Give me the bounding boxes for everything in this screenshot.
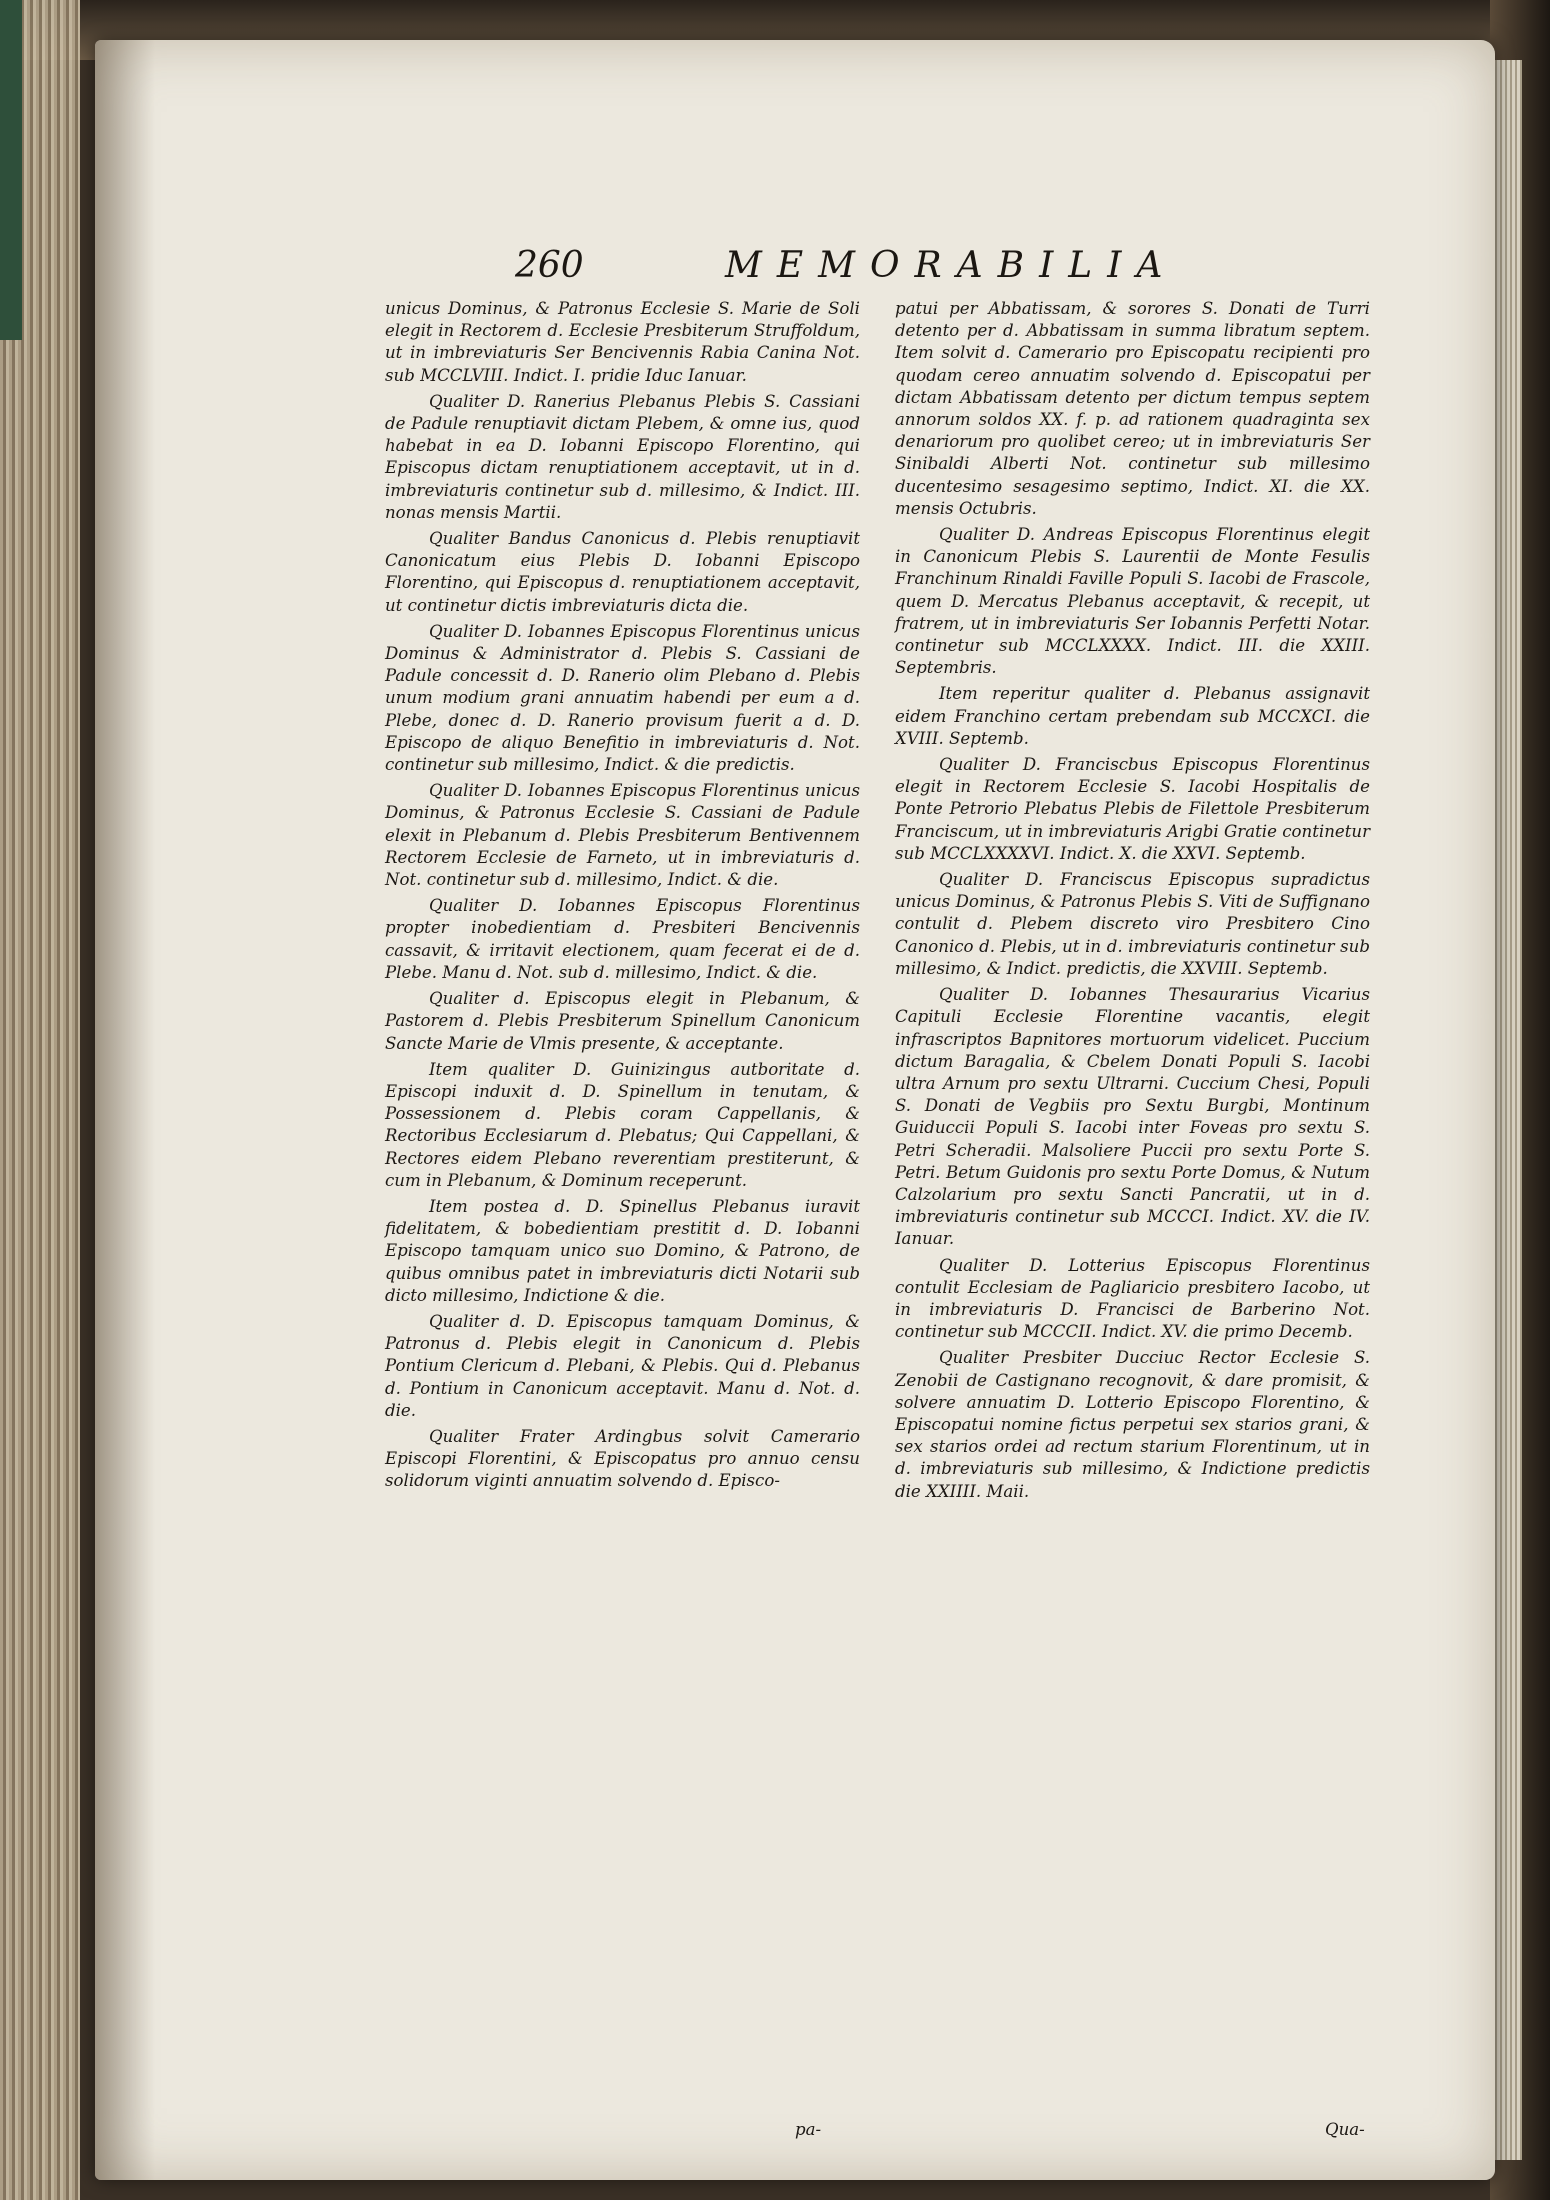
text-columns — [385, 298, 1395, 2158]
page-gutter-shadow — [95, 40, 155, 2180]
paragraph: patui per Abbatissam, & sorores S. Donati de Turri detento per d. Abbatissam in summa libratum septem. Item solvit d. Camerario pro Episcopatu recipienti pro quodam cereo annuatim solvendo d. Episcopatui per dictam Abbatissam detento per dictum tempus septem annorum soldos XX. f. p. ad rationem quadraginta sex denariorum pro quolibet cereo; ut in imbreviaturis Ser Sinibaldi Alberti Not. continetur sub millesimo ducentesimo sesagesimo septimo, Indict. XI. die XX. mensis Octubris. — [895, 299, 1370, 518]
running-head: MEMORABILIA — [725, 245, 1178, 286]
paragraph: Qualiter Frater Ardingbus solvit Camerario Episcopi Florentini, & Episcopatus pro annuo censu solidorum viginti annuatim solvendo d. Episco- — [385, 1426, 860, 1491]
cloth-background — [0, 0, 22, 340]
paragraph: Qualiter D. Franciscus Episcopus supradictus unicus Dominus, & Patronus Plebis S. Viti de Suffignano contulit d. Plebem discreto viro Presbitero Cino Canonico d. Plebis, ut in d. imbreviaturis continetur sub millesimo, & Indict. predictis, die XXVIII. Septemb. — [895, 870, 1370, 978]
left-column — [385, 298, 860, 2139]
page-number: 260 — [515, 245, 584, 286]
paragraph: unicus Dominus, & Patronus Ecclesie S. Marie de Soli elegit in Rectorem d. Ecclesie Presbiterum Struffoldum, ut in imbreviaturis Ser Bencivennis Rabia Canina Not. sub MCCLVIII. Indict. I. pridie Iduc Ianuar. — [385, 299, 860, 385]
paragraph: Item reperitur qualiter d. Plebanus assignavit eidem Franchino certam prebendam sub MCCXCI. die XVIII. Septemb. — [895, 684, 1370, 748]
page-header — [285, 245, 1285, 295]
paragraph: Qualiter d. D. Episcopus tamquam Dominus, & Patronus d. Plebis elegit in Canonicum d. Plebis Pontium Clericum d. Plebani, & Plebis. Qui d. Plebanus d. Pontium in Canonicum acceptavit. Manu d. Not. d. die. — [385, 1311, 860, 1420]
paragraph: Qualiter D. Iobannes Thesaurarius Vicarius Capituli Ecclesie Florentine vacantis, elegit infrascriptos Bapnitores mortuorum videlicet. Puccium dictum Baragalia, & Cbelem Donati Populi S. Iacobi ultra Arnum pro sextu Ultrarni. Cuccium Chesi, Populi S. Donati de Vegbiis pro Sextu Burgbi, Montinum Guiduccii Populi S. Iacobi inter Foveas pro sextu S. Petri Scheradii. Malsoliere Puccii pro sextu Porte S. Petri. Betum Guidonis pro sextu Porte Domus, & Nutum Calzolarium pro sextu Sancti Pancratii, ut in d. imbreviaturis continetur sub MCCCI. Indict. XV. die IV. Ianuar. — [895, 985, 1370, 1249]
paragraph: Qualiter D. Iobannes Episcopus Florentinus unicus Dominus, & Patronus Ecclesie S. Cassiani de Padule elexit in Plebanum d. Plebis Presbiterum Bentivennem Rectorem Ecclesie de Farneto, ut in imbreviaturis d. Not. continetur sub d. millesimo, Indict. & die. — [385, 781, 860, 890]
paragraph: Qualiter D. Iobannes Episcopus Florentinus unicus Dominus & Administrator d. Plebis S. Cassiani de Padule concessit d. D. Ranerio olim Plebano d. Plebis unum modium grani annuatim habendi per eum a d. Plebe, donec d. D. Ranerio provisum fuerit a d. D. Episcopo de aliquo Benefitio in imbreviaturis d. Not. continetur sub millesimo, Indict. & die predictis. — [385, 621, 860, 775]
book-page-stack-right — [1492, 60, 1522, 2160]
paragraph: Qualiter Bandus Canonicus d. Plebis renuptiavit Canonicatum eius Plebis D. Iobanni Episcopo Florentino, qui Episcopus d. renuptiationem acceptavit, ut continetur dictis imbreviaturis dicta die. — [385, 529, 860, 615]
paragraph: Item qualiter D. Guinizingus autboritate d. Episcopi induxit d. D. Spinellum in tenutam, & Possessionem d. Plebis coram Cappellanis, & Rectoribus Ecclesiarum d. Plebatus; Qui Cappellani, & Rectores eidem Plebano reverentiam prestiterunt, & cum in Plebanum, & Dominum receperunt. — [385, 1059, 860, 1190]
catchword-left: pa- — [795, 2120, 822, 2139]
paragraph: Qualiter D. Ranerius Plebanus Plebis S. Cassiani de Padule renuptiavit dictam Plebem, & omne ius, quod habebat in ea D. Iobanni Episcopo Florentino, qui Episcopus dictam renuptiationem acceptavit, ut in d. imbreviaturis continetur sub d. millesimo, & Indict. III. nonas mensis Martii. — [385, 391, 860, 522]
paragraph: Qualiter D. Franciscbus Episcopus Florentinus elegit in Rectorem Ecclesie S. Iacobi Hospitalis de Ponte Petrorio Plebatus Plebis de Filettole Presbiterum Franciscum, ut in imbreviaturis Arigbi Gratie continetur sub MCCLXXXXVI. Indict. X. die XXVI. Septemb. — [895, 755, 1370, 863]
paragraph: Qualiter D. Iobannes Episcopus Florentinus propter inobedientiam d. Presbiteri Bencivennis cassavit, & irritavit electionem, quam fecerat ei de d. Plebe. Manu d. Not. sub d. millesimo, Indict. & die. — [385, 896, 860, 982]
right-column — [895, 298, 1370, 2139]
catchword-right: Qua- — [1325, 2120, 1365, 2139]
paragraph: Item postea d. D. Spinellus Plebanus iuravit fidelitatem, & bobedientiam prestitit d. D. Iobanni Episcopo tamquam unico suo Domino, & Patrono, de quibus omnibus patet in imbreviaturis dicti Notarii sub dicto millesimo, Indictione & die. — [385, 1196, 860, 1305]
paragraph: Qualiter D. Lotterius Episcopus Florentinus contulit Ecclesiam de Pagliaricio presbitero Iacobo, ut in imbreviaturis D. Francisci de Barberino Not. continetur sub MCCCII. Indict. XV. die primo Decemb. — [895, 1255, 1370, 1342]
paragraph: Qualiter D. Andreas Episcopus Florentinus elegit in Canonicum Plebis S. Laurentii de Monte Fesulis Franchinum Rinaldi Faville Populi S. Iacobi de Frascole, quem D. Mercatus Plebanus acceptavit, & recepit, ut fratrem, ut in imbreviaturis Ser Iobannis Perfetti Notar. continetur sub MCCLXXXX. Indict. III. die XXIII. Septembris. — [895, 525, 1370, 678]
paragraph: Qualiter Presbiter Ducciuc Rector Ecclesie S. Zenobii de Castignano recognovit, & dare promisit, & solvere annuatim D. Lotterio Episcopo Florentino, & Episcopatui nomine fictus perpetui sex starios grani, & sex starios ordei ad rectum starium Florentinum, ut in d. imbreviaturis sub millesimo, & Indictione predictis die XXIIII. Maii. — [895, 1348, 1370, 1501]
paragraph: Qualiter d. Episcopus elegit in Plebanum, & Pastorem d. Plebis Presbiterum Spinellum Canonicum Sancte Marie de Vlmis presente, & acceptante. — [385, 989, 860, 1053]
